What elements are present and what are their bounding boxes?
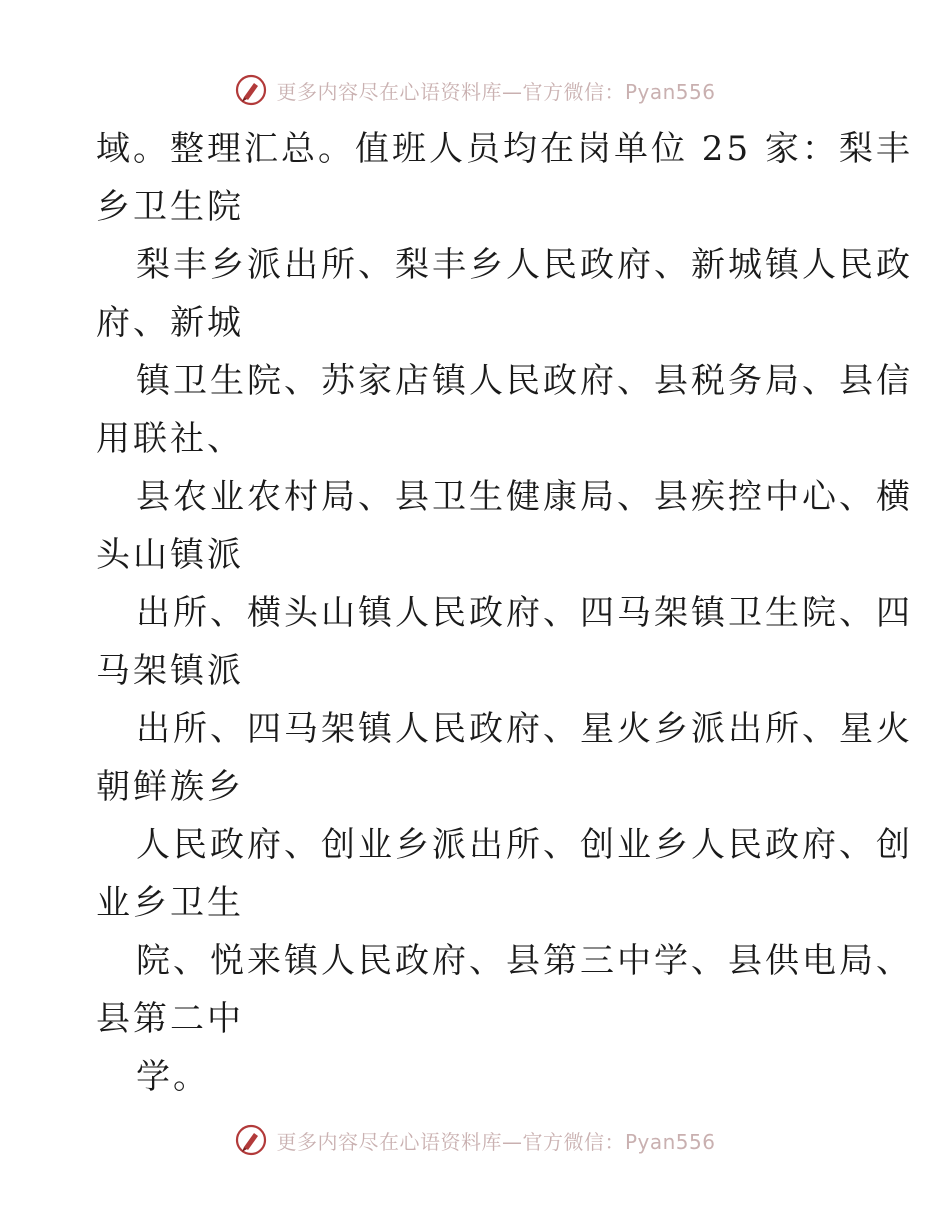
- pen-seal-icon: [234, 1123, 268, 1157]
- text-line: 乡卫生院: [96, 187, 244, 227]
- text-line: 出所、四马架镇人民政府、星火乡派出所、星火: [136, 709, 913, 749]
- text-line: 人民政府、创业乡派出所、创业乡人民政府、创: [136, 825, 913, 865]
- text-line: 出所、横头山镇人民政府、四马架镇卫生院、四: [136, 593, 913, 633]
- text-line: 镇卫生院、苏家店镇人民政府、县税务局、县信: [136, 361, 913, 401]
- text-line: 业乡卫生: [96, 883, 244, 923]
- text-line: 学。: [136, 1057, 210, 1097]
- watermark-text: 更多内容尽在心语资料库—官方微信：Pyan556: [276, 79, 716, 104]
- text-line: 朝鲜族乡: [96, 767, 244, 807]
- text-line: 梨丰乡派出所、梨丰乡人民政府、新城镇人民政: [136, 245, 913, 285]
- text-line: 马架镇派: [96, 651, 244, 691]
- pen-seal-icon: [234, 73, 268, 107]
- text-line: 院、悦来镇人民政府、县第三中学、县供电局、: [136, 941, 913, 981]
- text-line: 县农业农村局、县卫生健康局、县疾控中心、横: [136, 477, 913, 517]
- text-line: 县第二中: [96, 999, 244, 1039]
- text-line: 域。整理汇总。值班人员均在岗单位 25 家：梨丰: [96, 129, 913, 169]
- text-line: 府、新城: [96, 303, 244, 343]
- text-line: 头山镇派: [96, 535, 244, 575]
- footer-watermark: [0, 1120, 950, 1160]
- text-line: 用联社、: [96, 419, 244, 459]
- watermark-text: 更多内容尽在心语资料库—官方微信：Pyan556: [276, 1129, 716, 1154]
- header-watermark: [0, 70, 950, 110]
